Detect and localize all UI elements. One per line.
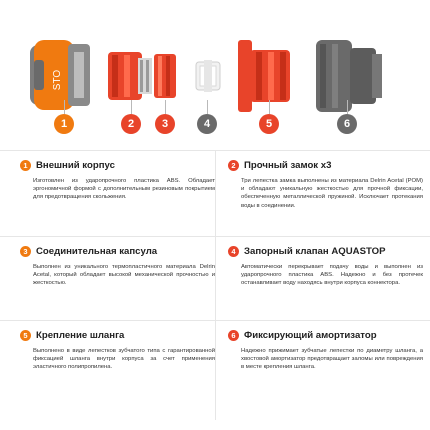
part-2-lock bbox=[108, 52, 152, 100]
part-marker-1 bbox=[54, 100, 74, 134]
part-marker-6 bbox=[337, 100, 357, 134]
feature-description: Надежно прижимает зубчатые лепестки по диаметру шланга, а хвостовой амортизатор предотвращает заломы или повреждения в месте крепления шланга. bbox=[241, 348, 423, 371]
feature-capsule bbox=[20, 246, 215, 288]
part-3-capsule bbox=[154, 54, 176, 98]
feature-title: Прочный замок х3 bbox=[244, 160, 332, 171]
part-marker-4 bbox=[197, 100, 217, 134]
feature-description: Изготовлен из ударопрочного пластика ABS. Обладает эргономичной формой с дополнительным резиновым покрытием для предотвращения скольжения. bbox=[33, 178, 215, 201]
feature-title: Крепление шланга bbox=[36, 330, 125, 341]
feature-title: Соединительная капсула bbox=[36, 246, 158, 257]
part-number-6: 6 bbox=[337, 114, 357, 134]
column-divider bbox=[215, 150, 216, 420]
divider bbox=[0, 320, 430, 321]
part-marker-2 bbox=[121, 100, 141, 134]
feature-number: 5 bbox=[20, 330, 31, 341]
feature-number: 4 bbox=[228, 246, 239, 257]
part-number-2: 2 bbox=[121, 114, 141, 134]
feature-number: 1 bbox=[20, 160, 31, 171]
feature-title: Внешний корпус bbox=[36, 160, 115, 171]
part-4-valve bbox=[196, 60, 220, 92]
feature-description: Три лепестка замка выполнены из материала Delrin Acetal (POM) и обладают уникальную жесткостью для прочной фиксации, обеспеченную металлической пружиной. Исключает протекания воды в соединении. bbox=[241, 178, 423, 209]
feature-damper bbox=[228, 330, 423, 372]
feature-number: 6 bbox=[228, 330, 239, 341]
part-marker-3 bbox=[155, 100, 175, 134]
part-number-4: 4 bbox=[197, 114, 217, 134]
part-number-1: 1 bbox=[54, 114, 74, 134]
feature-outer-housing bbox=[20, 160, 215, 202]
feature-title: Фиксирующий амортизатор bbox=[244, 330, 377, 341]
feature-lock bbox=[228, 160, 423, 210]
feature-description: Выполнен из уникального термопластичного материала Delrin Acetal, который обладает высокой механической прочностью и жесткостью. bbox=[33, 264, 215, 287]
feature-number: 2 bbox=[228, 160, 239, 171]
part-marker-5 bbox=[259, 100, 279, 134]
part-number-3: 3 bbox=[155, 114, 175, 134]
feature-hose-mount bbox=[20, 330, 215, 372]
part-number-5: 5 bbox=[259, 114, 279, 134]
feature-description: Автоматически перекрывает подачу воды и выполнен из ударопрочного пластика ABS. Надежно и без протечек останавливает воду находясь внутри корпуса коннектора. bbox=[241, 264, 423, 287]
divider bbox=[0, 236, 430, 237]
brand-text: STO bbox=[52, 69, 63, 91]
feature-number: 3 bbox=[20, 246, 31, 257]
parts-illustration bbox=[0, 0, 430, 150]
feature-valve bbox=[228, 246, 423, 288]
feature-description: Выполнено в виде лепестков зубчатого типа с гарантированной фиксацией шланга внутри корпуса за счет применения эластичного полипропилена. bbox=[33, 348, 215, 371]
feature-title: Запорный клапан AQUASTOP bbox=[244, 246, 386, 257]
